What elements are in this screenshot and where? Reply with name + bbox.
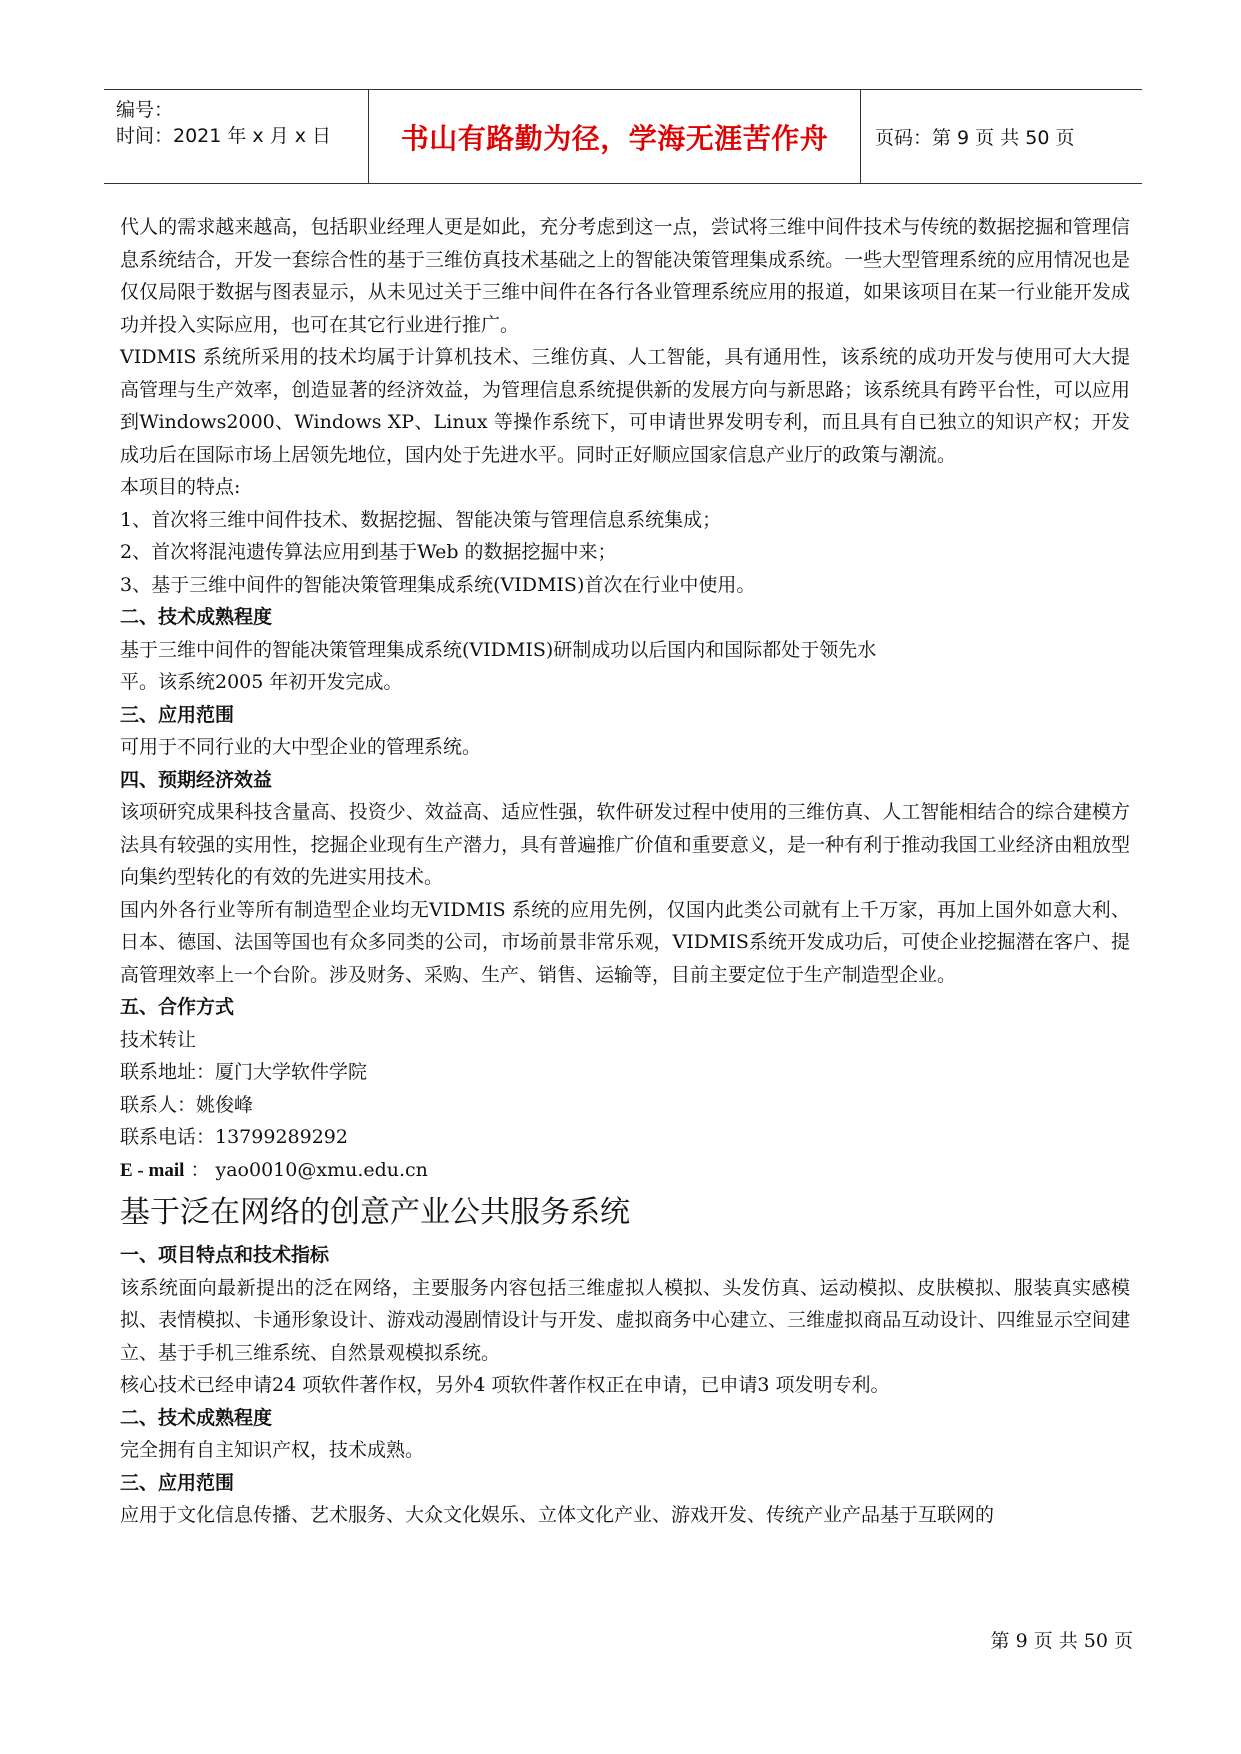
paragraph: 平。该系统2005 年初开发完成。	[120, 671, 403, 693]
paragraph: 基于三维中间件的智能决策管理集成系统(VIDMIS)研制成功以后国内和国际都处于领先水	[120, 638, 877, 661]
contact-person: 联系人：姚俊峰	[120, 1093, 254, 1116]
page-footer: 第 9 页 共 50 页	[990, 1630, 1133, 1652]
document-body	[120, 211, 1130, 1532]
section-heading: 二、技术成熟程度	[120, 606, 273, 628]
section-title: 基于泛在网络的创意产业公共服务系统	[120, 1195, 630, 1230]
paragraph: 代人的需求越来越高，包括职业经理人更是如此，充分考虑到这一点，尝试将三维中间件技术与传统的数据挖掘和管理信息系统结合，开发一套综合性的基于三维仿真技术基础之上的智能决策管理集成系统。一些大型管理系统的应用情况也是仅仅局限于数据与图表显示，从未见过关于三维中间件在各行各业管理系统应用的报道，如果该项目在某一行业能开发成功并投入实际应用，也可在其它行业进行推广。	[120, 216, 1130, 336]
header-meta-cell	[104, 90, 369, 183]
feature-item: 2、首次将混沌遗传算法应用到基于Web 的数据挖掘中来；	[120, 541, 617, 563]
paragraph: VIDMIS 系统所采用的技术均属于计算机技术、三维仿真、人工智能，具有通用性，该系统的成功开发与使用可大大提高管理与生产效率，创造显著的经济效益，为管理信息系统提供新的发展方向与新思路；该系统具有跨平台性，可以应用到Windows2000、Windows XP、Linux 等操作系统下，可申请世界发明专利，而且具有自已独立的知识产权；开发成功后在国际市场上居领先地位，国内处于先进水平。同时正好顺应国家信息产业厅的政策与潮流。	[120, 346, 1130, 466]
feature-item: 3、基于三维中间件的智能决策管理集成系统(VIDMIS)首次在行业中使用。	[120, 573, 756, 596]
header-page-label: 页码：第 9 页 共 50 页	[875, 127, 1075, 149]
feature-item: 1、首次将三维中间件技术、数据挖掘、智能决策与管理信息系统集成；	[120, 508, 722, 531]
section-heading: 三、应用范围	[120, 1471, 235, 1494]
section-heading: 三、应用范围	[120, 703, 235, 726]
cooperation-mode: 技术转让	[120, 1028, 197, 1051]
section-heading: 二、技术成熟程度	[120, 1406, 273, 1429]
section-heading: 一、项目特点和技术指标	[120, 1244, 330, 1266]
contact-phone: 联系电话：13799289292	[120, 1126, 348, 1148]
document-time-label: 时间：2021 年 x 月 x 日	[116, 125, 332, 147]
paragraph: 可用于不同行业的大中型企业的管理系统。	[120, 736, 482, 758]
section-heading: 四、预期经济效益	[120, 768, 273, 791]
section-heading: 五、合作方式	[120, 996, 235, 1018]
contact-email-line	[120, 1154, 1130, 1188]
features-title: 本项目的特点:	[120, 476, 241, 498]
paragraph: 该项研究成果科技含量高、投资少、效益高、适应性强，软件研发过程中使用的三维仿真、人工智能相结合的综合建模方法具有较强的实用性，挖掘企业现有生产潜力，具有普遍推广价值和重要意义，是一种有利于推动我国工业经济由粗放型向集约型转化的有效的先进实用技术。	[120, 801, 1130, 888]
contact-address: 联系地址：厦门大学软件学院	[120, 1061, 368, 1083]
document-number-label: 编号：	[116, 99, 174, 121]
email-separator: ：	[190, 1158, 210, 1181]
email-label: E - mail	[120, 1159, 185, 1181]
email-address: yao0010@xmu.edu.cn	[215, 1158, 428, 1181]
paragraph: 完全拥有自主知识产权，技术成熟。	[120, 1439, 425, 1461]
paragraph: 核心技术已经申请24 项软件著作权，另外4 项软件著作权正在申请，已申请3 项发明专利。	[120, 1374, 890, 1396]
paragraph: 应用于文化信息传播、艺术服务、大众文化娱乐、立体文化产业、游戏开发、传统产业产品基于互联网的	[120, 1504, 995, 1526]
paragraph: 该系统面向最新提出的泛在网络，主要服务内容包括三维虚拟人模拟、头发仿真、运动模拟、皮肤模拟、服装真实感模拟、表情模拟、卡通形象设计、游戏动漫剧情设计与开发、虚拟商务中心建立、三维虚拟商品互动设计、四维显示空间建立、基于手机三维系统、自然景观模拟系统。	[120, 1276, 1130, 1364]
paragraph: 国内外各行业等所有制造型企业均无VIDMIS 系统的应用先例，仅国内此类公司就有上千万家，再加上国外如意大利、日本、德国、法国等国也有众多同类的公司，市场前景非常乐观，VIDMIS系统开发成功后，可使企业挖掘潜在客户、提高管理效率上一个台阶。涉及财务、采购、生产、销售、运输等，目前主要定位于生产制造型企业。	[120, 898, 1130, 986]
document-header	[104, 89, 1142, 184]
header-motto: 书山有路勤为径，学海无涯苦作舟	[369, 90, 861, 183]
